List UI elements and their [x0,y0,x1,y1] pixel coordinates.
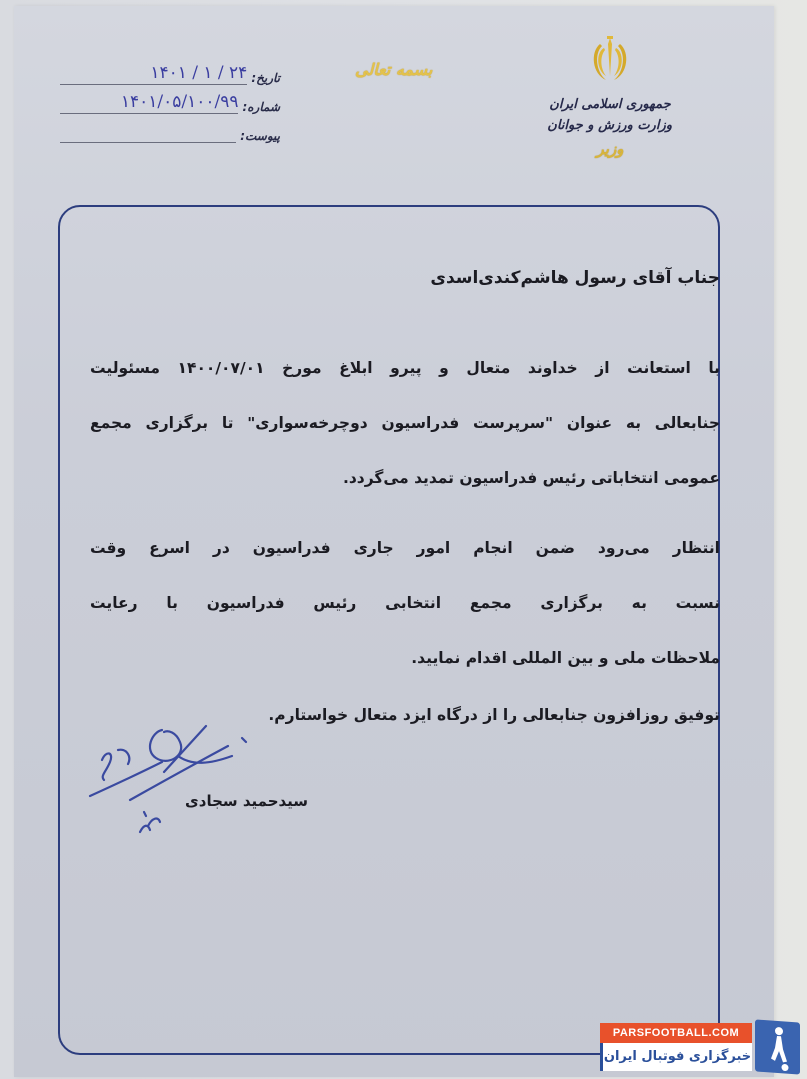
letterhead [548,36,672,158]
paragraph-1-line-3: عمومی انتخاباتی رئیس فدراسیون تمدید می‌گردد. [342,469,720,487]
football-player-icon [755,1019,800,1074]
parsfootball-watermark [600,1023,800,1075]
paragraph-2-line-3: ملاحظات ملی و بین المللی اقدام نمایید. [411,649,720,667]
paragraph-1-line-2-before: جنابعالی به عنوان [553,414,721,432]
paragraph-1 [90,341,720,506]
number-row [60,85,280,114]
attachment-value [60,142,236,143]
watermark-tagline: خبرگزاری فوتبال ایران [600,1043,752,1071]
handwritten-signature-icon [82,720,262,850]
paragraph-2-line-2: نسبت به برگزاری مجمع انتخابی رئیس فدراسیون با رعایت [90,594,720,612]
letter-meta [60,56,280,143]
salutation: جناب آقای رسول هاشم‌کندی‌اسدی [430,268,720,288]
paragraph-1-line-2 [90,396,720,451]
date-value: ۱۴۰۱ / ۱ / ۲۴ [60,62,247,85]
position-title: "سرپرست فدراسیون دوچرخه‌سواری" [247,414,554,432]
number-value: ۱۴۰۱/۰۵/۱۰۰/۹۹ [60,91,238,114]
org-line-ministry: وزارت ورزش و جوانان [547,118,672,133]
date-label: تاریخ: [251,71,280,85]
paragraph-1-line-2-after: تا برگزاری مجمع [90,414,248,432]
number-label: شماره: [242,100,280,114]
org-line-republic: جمهوری اسلامی ایران [549,97,671,112]
closing-line: توفیق روزافزون جنابعالی را از درگاه ایزد متعال خواستارم. [268,706,720,724]
signer-name: سیدحمید سجادی [185,792,309,810]
paragraph-2-line-1: انتظار می‌رود ضمن انجام امور جاری فدراسیون در اسرع وقت [90,539,720,557]
date-row [60,56,280,85]
iran-emblem-icon [590,36,630,84]
office-minister: وزیر [596,140,624,158]
paragraph-2 [90,521,720,686]
attachment-label: پیوست: [240,129,280,143]
bismillah: بسمه تعالی [355,60,433,79]
watermark-site: PARSFOOTBALL.COM [600,1023,752,1043]
paragraph-1-line-1: با استعانت از خداوند متعال و پیرو ابلاغ مورخ ۱۴۰۰/۰۷/۰۱ مسئولیت [90,359,720,377]
attachment-row [60,114,280,143]
